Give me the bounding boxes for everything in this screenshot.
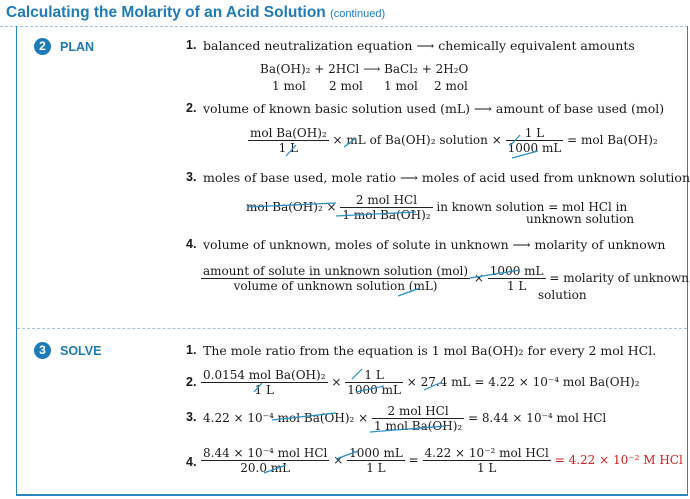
plan-step-4-result-2: solution [538, 288, 587, 302]
fraction: $\frac{1 L}{1000 mL}$ [347, 368, 401, 397]
title-suffix: (continued) [330, 8, 386, 20]
plan-step-4-number: 4. [186, 237, 197, 251]
eq-mol-2: 2 mol [329, 79, 363, 93]
solve-step-3-number: 3. [186, 410, 197, 424]
title-text: Calculating the Molarity of an Acid Solution [6, 4, 326, 21]
solve-step-2-number: 2. [186, 375, 197, 389]
plan-badge: 2 [34, 38, 51, 55]
fraction: $\frac{\text{0.0154 mol Ba(OH)₂}}{1 L}$ [203, 368, 326, 397]
plan-step-4-formula: $\frac{\text{amount of solute in unknown solution (mol)}}{\text{volume of unknown solution (mL)}}$ × $\frac{1000 mL}{1 L}$ = molarity of unknown [203, 264, 689, 293]
plan-step-3-number: 3. [186, 170, 197, 184]
solve-step-1-number: 1. [186, 343, 197, 357]
plan-step-1-number: 1. [186, 38, 197, 52]
solve-step-2-formula: $\frac{\text{0.0154 mol Ba(OH)₂}}{1 L}$ × $\frac{1 L}{1000 mL}$ × 27.4 mL = 4.22 × 10⁻⁴ mol Ba(OH)₂ [203, 368, 640, 397]
final-answer: = 4.22 × 10⁻² M HCl [554, 453, 683, 467]
fraction: $\frac{\text{4.22 × 10⁻² mol HCl}}{1 L}$ [424, 446, 549, 475]
fraction: $\frac{1 L}{1000 mL}$ [507, 126, 562, 155]
solve-step-4-number: 4. [186, 455, 197, 469]
fraction: $\frac{\text{mol Ba(OH)₂}}{1 L}$ [250, 126, 327, 155]
eq-mol-4: 2 mol [434, 79, 468, 93]
plan-step-3: moles of base used, mole ratio ⟶ moles of acid used from unknown solution [203, 170, 690, 185]
solve-step-3-formula: 4.22 × 10⁻⁴ mol Ba(OH)₂ × $\frac{\text{2 mol HCl}}{\text{1 mol Ba(OH)₂}}$ = 8.44 × 10⁻⁴ mol HCl [203, 404, 607, 433]
eq-mol-1: 1 mol [272, 79, 306, 93]
plan-step-2-number: 2. [186, 101, 197, 115]
plan-step-4: volume of unknown, moles of solute in unknown ⟶ molarity of unknown [203, 237, 666, 252]
solve-step-1: The mole ratio from the equation is 1 mol Ba(OH)₂ for every 2 mol HCl. [203, 343, 657, 358]
fraction: $\frac{\text{2 mol HCl}}{\text{1 mol Ba(OH)₂}}$ [374, 404, 463, 433]
plan-label: PLAN [60, 40, 95, 54]
balanced-equation: Ba(OH)₂ + 2HCl ⟶ BaCl₂ + 2H₂O [260, 62, 469, 76]
solve-badge: 3 [34, 342, 51, 359]
plan-step-1: balanced neutralization equation ⟶ chemically equivalent amounts [203, 38, 635, 53]
plan-step-3-formula: mol Ba(OH)₂ × $\frac{\text{2 mol HCl}}{\text{1 mol Ba(OH)₂}}$ in known solution = mol HCl in [246, 193, 628, 222]
solve-label: SOLVE [60, 344, 102, 358]
fraction: $\frac{1000 mL}{1 L}$ [489, 264, 544, 293]
eq-mol-3: 1 mol [384, 79, 418, 93]
fraction: $\frac{\text{2 mol HCl}}{\text{1 mol Ba(OH)₂}}$ [342, 193, 431, 222]
plan-step-2: volume of known basic solution used (mL) ⟶ amount of base used (mol) [203, 101, 665, 116]
fraction: $\frac{\text{8.44 × 10⁻⁴ mol HCl}}{20.0 mL}$ [203, 446, 328, 475]
fraction: $\frac{1000 mL}{1 L}$ [349, 446, 403, 475]
plan-step-2-formula: $\frac{\text{mol Ba(OH)₂}}{1 L}$ × mL of Ba(OH)₂ solution × $\frac{1 L}{1000 mL}$ = mol Ba(OH)₂ [250, 126, 658, 155]
plan-step-3-result-2: unknown solution [526, 212, 635, 226]
solve-step-4-formula: $\frac{\text{8.44 × 10⁻⁴ mol HCl}}{20.0 mL}$ × $\frac{1000 mL}{1 L}$ = $\frac{\text{4.22 × 10⁻² mol HCl}}{1 L}$ = 4.22 × 10⁻² M HCl [203, 446, 683, 475]
fraction: $\frac{\text{amount of solute in unknown solution (mol)}}{\text{volume of unknown solution (mL)}}$ [203, 264, 469, 293]
